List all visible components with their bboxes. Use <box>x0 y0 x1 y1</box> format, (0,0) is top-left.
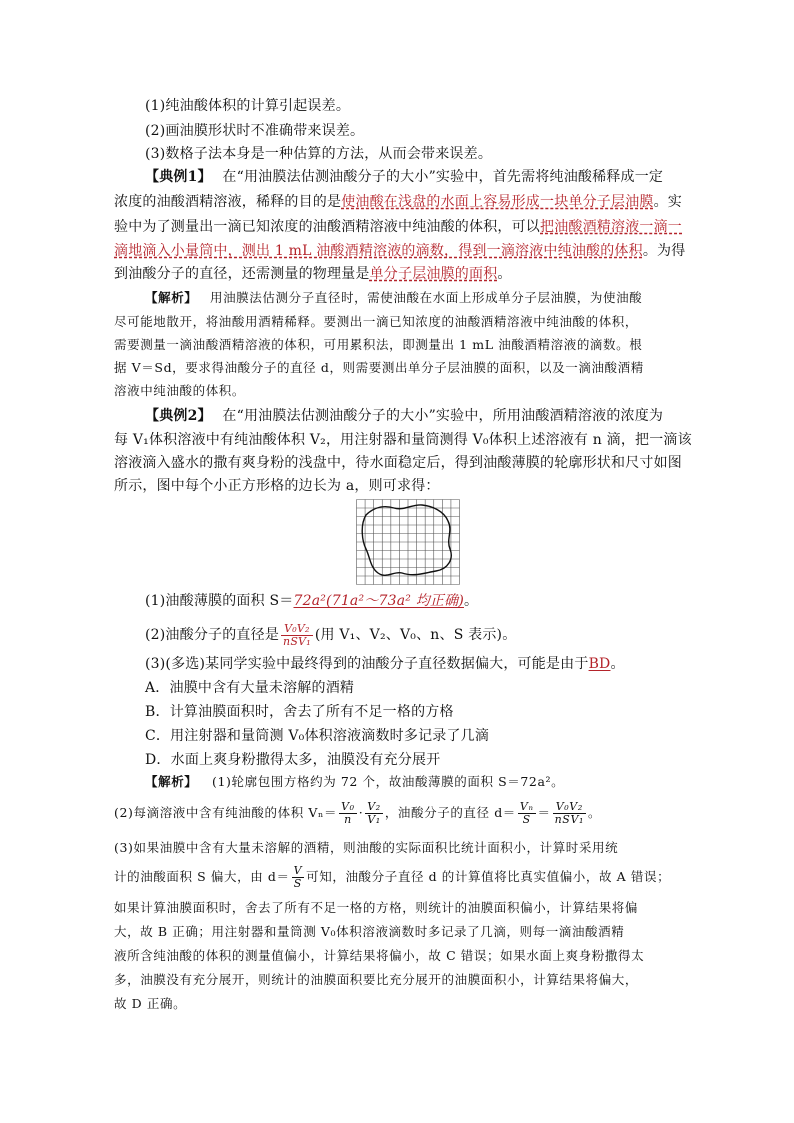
fraction-vn-s-den: S <box>522 813 531 826</box>
example-1-text-1: 在“用油膜法估测油酸分子的大小”实验中，首先需将纯油酸稀释成一定 <box>222 169 664 185</box>
example-1-explanation-2: 尽可能地散开，将油酸用酒精稀释。要测出一滴已知浓度的油酸酒精溶液中纯油酸的体积， <box>114 314 639 329</box>
equals-sign: ＝ <box>537 805 551 820</box>
oil-film-grid <box>356 499 460 585</box>
fraction-v-s-num: V <box>293 864 303 877</box>
example-2-line-2: 每 V₁体积溶液中有纯油酸体积 V₂，用注射器和量筒测得 V₀体积上述溶液有 n 滴，把一滴该 <box>114 432 692 448</box>
fraction-v-s <box>292 865 305 890</box>
fraction-diameter <box>553 801 586 826</box>
option-d: D．水面上爽身粉撒得太多，油膜没有充分展开 <box>145 752 441 768</box>
example-1-line-1 <box>145 169 663 185</box>
question-1 <box>145 593 478 609</box>
explanation-2-text-2b: ，油酸分子的直径 d＝ <box>384 805 516 820</box>
example-1-tag: 【典例1】 <box>145 169 212 185</box>
question-2-hint: (用 V₁、V₂、V₀、n、S 表示)。 <box>314 627 517 643</box>
example-1-explanation-1 <box>145 290 642 306</box>
explanation-1-text-1: 用油膜法估测分子直径时，需使油酸在水面上形成单分子层油膜，为使油酸 <box>209 290 643 305</box>
explanation-2-text-4: 计的油酸面积 S 偏大，由 d＝ <box>114 869 290 884</box>
fraction-diameter-den: nSV₁ <box>554 813 584 826</box>
example-1-answer-1: 使油酸在浅盘的水面上容易形成一块单分子层油膜 <box>341 194 654 210</box>
fraction-vn-s-num: Vₙ <box>519 800 534 813</box>
question-1-punct: 。 <box>463 593 479 609</box>
fraction-v2-v1 <box>365 801 383 826</box>
example-2-explanation-6: 大，故 B 正确；用注射器和量筒测 V₀体积溶液滴数时多记录了几滴，则每一滴油酸酒精 <box>114 924 625 939</box>
intro-item-3: (3)数格子法本身是一种估算的方法，从而会带来误差。 <box>145 146 493 162</box>
example-2-explanation-1 <box>145 774 564 790</box>
oil-film-outline <box>362 505 451 575</box>
question-3-text: (3)(多选)某同学实验中最终得到的油酸分子直径数据偏大，可能是由于 <box>145 656 589 672</box>
question-1-text: (1)油酸薄膜的面积 S＝ <box>145 593 294 609</box>
example-1-text-5: 到油酸分子的直径，还需测量的物理量是 <box>114 266 370 282</box>
explanation-2-text-2: (2)每滴溶液中含有纯油酸的体积 Vₙ＝ <box>114 805 338 820</box>
example-1-text-2: 浓度的油酸酒精溶液，稀释的目的是 <box>114 194 342 210</box>
grid-lines <box>357 500 460 585</box>
question-2 <box>145 622 516 648</box>
example-1-text-3: 验中为了测量出一滴已知浓度的油酸酒精溶液中纯油酸的体积，可以 <box>114 219 540 235</box>
explanation-tag-1: 【解析】 <box>145 290 198 305</box>
explanation-2-text-1: (1)轮廓包围方格约为 72 个，故油酸薄膜的面积 S＝72a²。 <box>211 774 565 789</box>
example-1-line-4 <box>114 243 685 259</box>
example-1-answer-3: 单分子层油膜的面积 <box>369 266 498 282</box>
question-2-text: (2)油酸分子的直径是 <box>145 627 280 643</box>
fraction-diameter-num: V₀V₂ <box>553 801 586 814</box>
example-2-explanation-9: 故 D 正确。 <box>114 996 187 1011</box>
example-2-explanation-5: 如果计算油膜面积时，舍去了所有不足一格的方格，则统计的油膜面积偏小，计算结果将偏 <box>114 900 639 915</box>
intro-item-2: (2)画油膜形状时不准确带来误差。 <box>145 123 365 139</box>
fraction-v2-v1-den: V₁ <box>367 813 381 826</box>
example-1-answer-2a: 把油酸酒精溶液一滴一 <box>540 219 682 235</box>
example-2-line-1 <box>145 408 663 424</box>
fraction-v0-n <box>339 801 357 826</box>
question-3-answer: BD <box>588 656 611 672</box>
fraction-v0-n-num: V₀ <box>341 800 355 813</box>
example-1-line-5 <box>114 266 512 282</box>
example-1-explanation-4: 据 V＝Sd，要求得油酸分子的直径 d，则需要测出单分子层油膜的面积，以及一滴油酸酒精 <box>114 360 644 375</box>
fraction-vn-s <box>518 801 536 826</box>
example-1-line-2 <box>114 194 682 210</box>
example-2-text-1: 在“用油膜法估测油酸分子的大小”实验中，所用油酸酒精溶液的浓度为 <box>222 408 664 424</box>
times-sign: · <box>358 805 364 820</box>
question-2-answer <box>281 623 313 648</box>
example-1-punct-2: 。实 <box>653 194 683 210</box>
fraction-v-s-den: S <box>293 877 302 890</box>
example-1-line-3 <box>114 219 682 235</box>
explanation-2-punct: 。 <box>588 805 602 820</box>
option-a: A．油膜中含有大量未溶解的酒精 <box>145 680 355 696</box>
example-1-explanation-3: 需要测量一滴油酸酒精溶液的体积，可用累积法，即测量出 1 mL 油酸酒精溶液的滴数。根 <box>114 337 643 352</box>
example-2-explanation-3: (3)如果油膜中含有大量未溶解的酒精，则油酸的实际面积比统计面积小，计算时采用统 <box>114 840 619 855</box>
example-1-answer-2b: 滴地滴入小量筒中，测出 1 mL 油酸酒精溶液的滴数，得到一滴溶液中纯油酸的体积 <box>114 243 643 259</box>
example-1-explanation-5: 溶液中纯油酸的体积。 <box>114 383 246 398</box>
question-1-answer: 72a²(71a²～73a² 均正确) <box>293 593 464 609</box>
question-3-punct: 。 <box>610 656 625 672</box>
question-2-answer-num: V₀V₂ <box>281 623 313 636</box>
fraction-v2-v1-num: V₂ <box>367 800 381 813</box>
example-1-text-4: 。为得 <box>642 243 686 259</box>
example-2-tag: 【典例2】 <box>145 408 212 424</box>
explanation-tag-2: 【解析】 <box>145 774 198 789</box>
option-b: B．计算油膜面积时，舍去了所有不足一格的方格 <box>145 704 454 720</box>
explanation-2-text-4b: 可知，油酸分子直径 d 的计算值将比真实值偏小，故 A 错误； <box>306 869 671 884</box>
example-2-explanation-4 <box>114 862 670 892</box>
option-c: C．用注射器和量筒测 V₀体积溶液滴数时多记录了几滴 <box>145 728 490 744</box>
intro-item-1: (1)纯油酸体积的计算引起误差。 <box>145 98 351 114</box>
example-2-line-4: 所示，图中每个小正方形格的边长为 a，则可求得： <box>114 478 440 494</box>
example-2-explanation-8: 多，油膜没有充分展开，则统计的油膜面积要比充分展开的油膜面积小，计算结果将偏大， <box>114 972 639 987</box>
oil-film-figure <box>356 499 460 585</box>
question-3 <box>145 656 625 672</box>
question-2-answer-den: nSV₁ <box>283 634 311 648</box>
example-2-explanation-7: 液所含纯油酸的体积的测量值偏小，计算结果将偏小，故 C 错误；如果水面上爽身粉撒得太 <box>114 948 645 963</box>
example-2-line-3: 溶液滴入盛水的撒有爽身粉的浅盘中，待水面稳定后，得到油酸薄膜的轮廓形状和尺寸如图 <box>114 455 682 471</box>
example-1-punct-5: 。 <box>497 266 512 282</box>
example-2-explanation-2 <box>114 800 601 826</box>
fraction-v0-n-den: n <box>344 813 352 826</box>
